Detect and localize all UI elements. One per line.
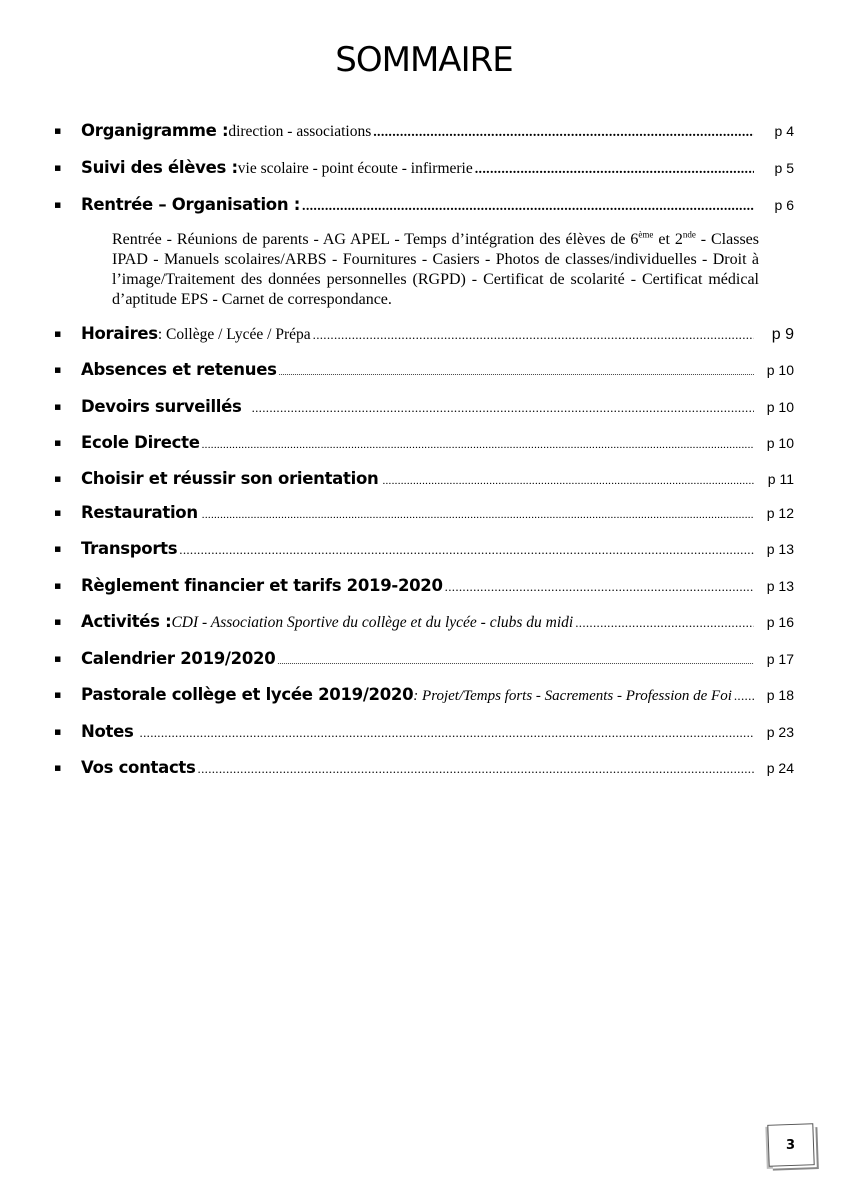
toc-entry-page: p 11 — [767, 471, 794, 487]
dot-leader — [140, 725, 754, 741]
page-number: 3 — [786, 1137, 796, 1153]
page-number-box — [767, 1123, 814, 1167]
dot-leader — [302, 199, 754, 215]
dot-leader — [575, 615, 754, 631]
toc-entry-contacts[interactable] — [54, 758, 794, 780]
bullet-icon — [54, 688, 81, 701]
dot-leader — [734, 688, 754, 704]
toc-entry-devoirs[interactable] — [54, 397, 794, 419]
toc-entry-ecole-directe[interactable] — [54, 433, 794, 455]
dot-leader — [313, 327, 754, 343]
toc-entry-label: Transports — [81, 539, 178, 558]
toc-entry-page: p 23 — [766, 724, 794, 740]
toc-entry-transports[interactable] — [54, 539, 794, 561]
bullet-icon — [54, 542, 81, 555]
toc-entry-page: p 16 — [766, 614, 794, 630]
bullet-icon — [54, 436, 81, 449]
dot-leader — [373, 125, 754, 141]
toc-entry-subtitle: CDI - Association Sportive du collège et du lycée - clubs du midi — [171, 614, 574, 631]
bullet-icon — [54, 161, 81, 174]
toc-entry-orientation[interactable] — [54, 469, 794, 491]
dot-leader — [445, 579, 754, 595]
toc-entry-page: p 12 — [766, 505, 794, 521]
page-title: SOMMAIRE — [335, 40, 513, 80]
toc-entry-page: p 6 — [774, 197, 794, 213]
bullet-icon — [54, 725, 81, 738]
dot-leader — [382, 475, 754, 487]
toc-entry-reglement-financier[interactable] — [54, 576, 794, 598]
toc-entry-notes[interactable] — [54, 722, 794, 744]
rentree-detail-text: Rentrée - Réunions de parents - AG APEL - Temps d’intégration des élèves de 6ème et 2nde - Classes IPAD - Manuels scolaires/ARBS - Fournitures - Casiers - Photos de classes/individuelles - Droit à l’image/Traitement des données personnelles (RGPD) - Certificat de scolarité - Certificat médical d’aptitude EPS - Carnet de correspondance. — [112, 229, 760, 308]
toc-entry-subtitle: : Collège / Lycée / Prépa — [157, 326, 311, 343]
bullet-icon — [54, 506, 81, 519]
bullet-icon — [54, 579, 81, 592]
dot-leader — [277, 657, 754, 666]
toc-entry-label: Suivi des élèves : — [81, 158, 238, 177]
toc-entry-page: p 13 — [766, 578, 794, 594]
toc-entry-pastorale[interactable] — [54, 685, 794, 707]
toc-entry-label: Pastorale collège et lycée 2019/2020 — [81, 685, 414, 704]
toc-entry-label: Horaires — [81, 324, 158, 343]
toc-entry-label: Organigramme : — [81, 121, 229, 140]
toc-entry-label: Notes — [81, 722, 134, 741]
dot-leader — [202, 439, 754, 451]
toc-entry-page: p 10 — [766, 362, 794, 378]
bullet-icon — [54, 615, 81, 628]
dot-leader — [475, 162, 754, 178]
toc-entry-page: p 9 — [771, 326, 794, 343]
toc-entry-page: p 10 — [766, 435, 794, 451]
toc-entry-label: Règlement financier et tarifs 2019-2020 — [81, 576, 443, 595]
toc-entry-subtitle: vie scolaire - point écoute - infirmerie — [237, 160, 473, 177]
bullet-icon — [54, 652, 81, 665]
toc-entry-page: p 13 — [766, 541, 794, 557]
toc-entry-horaires[interactable] — [54, 324, 794, 346]
toc-entry-subtitle: direction - associations — [228, 123, 372, 140]
toc-entry-calendrier[interactable] — [54, 649, 794, 671]
toc-entry-label: Devoirs surveillés — [81, 397, 242, 416]
toc-entry-page: p 18 — [766, 687, 794, 703]
toc-entry-label: Vos contacts — [81, 758, 196, 777]
toc-entry-label: Calendrier 2019/2020 — [81, 649, 276, 668]
toc-entry-page: p 5 — [774, 160, 794, 176]
toc-entry-page: p 4 — [774, 123, 794, 139]
toc-entry-suivi-eleves[interactable] — [54, 158, 794, 180]
toc-entry-organigramme[interactable] — [54, 121, 794, 143]
toc-entry-label: Rentrée – Organisation : — [81, 195, 301, 214]
toc-entry-label: Activités : — [81, 612, 172, 631]
dot-leader — [279, 368, 754, 377]
toc-entry-label: Choisir et réussir son orientation — [81, 469, 379, 488]
bullet-icon — [54, 472, 81, 485]
toc-entry-label: Ecole Directe — [81, 433, 200, 452]
bullet-icon — [54, 400, 81, 413]
dot-leader — [202, 509, 754, 521]
toc-entry-subtitle: : Projet/Temps forts - Sacrements - Profession de Foi — [413, 688, 732, 704]
dot-leader — [198, 761, 754, 777]
dot-leader — [179, 542, 754, 558]
toc-entry-label: Restauration — [81, 503, 198, 522]
toc-entry-page: p 17 — [766, 651, 794, 667]
bullet-icon — [54, 363, 81, 376]
bullet-icon — [54, 124, 81, 137]
toc-entry-absences[interactable] — [54, 360, 794, 382]
toc-entry-rentree[interactable] — [54, 195, 794, 217]
toc-entry-restauration[interactable] — [54, 503, 794, 525]
toc-entry-label: Absences et retenues — [81, 360, 277, 379]
toc-entry-activites[interactable] — [54, 612, 794, 634]
bullet-icon — [54, 198, 81, 211]
toc-entry-page: p 10 — [766, 399, 794, 415]
bullet-icon — [54, 761, 81, 774]
bullet-icon — [54, 327, 81, 340]
dot-leader — [252, 400, 754, 416]
toc-entry-page: p 24 — [766, 760, 794, 776]
